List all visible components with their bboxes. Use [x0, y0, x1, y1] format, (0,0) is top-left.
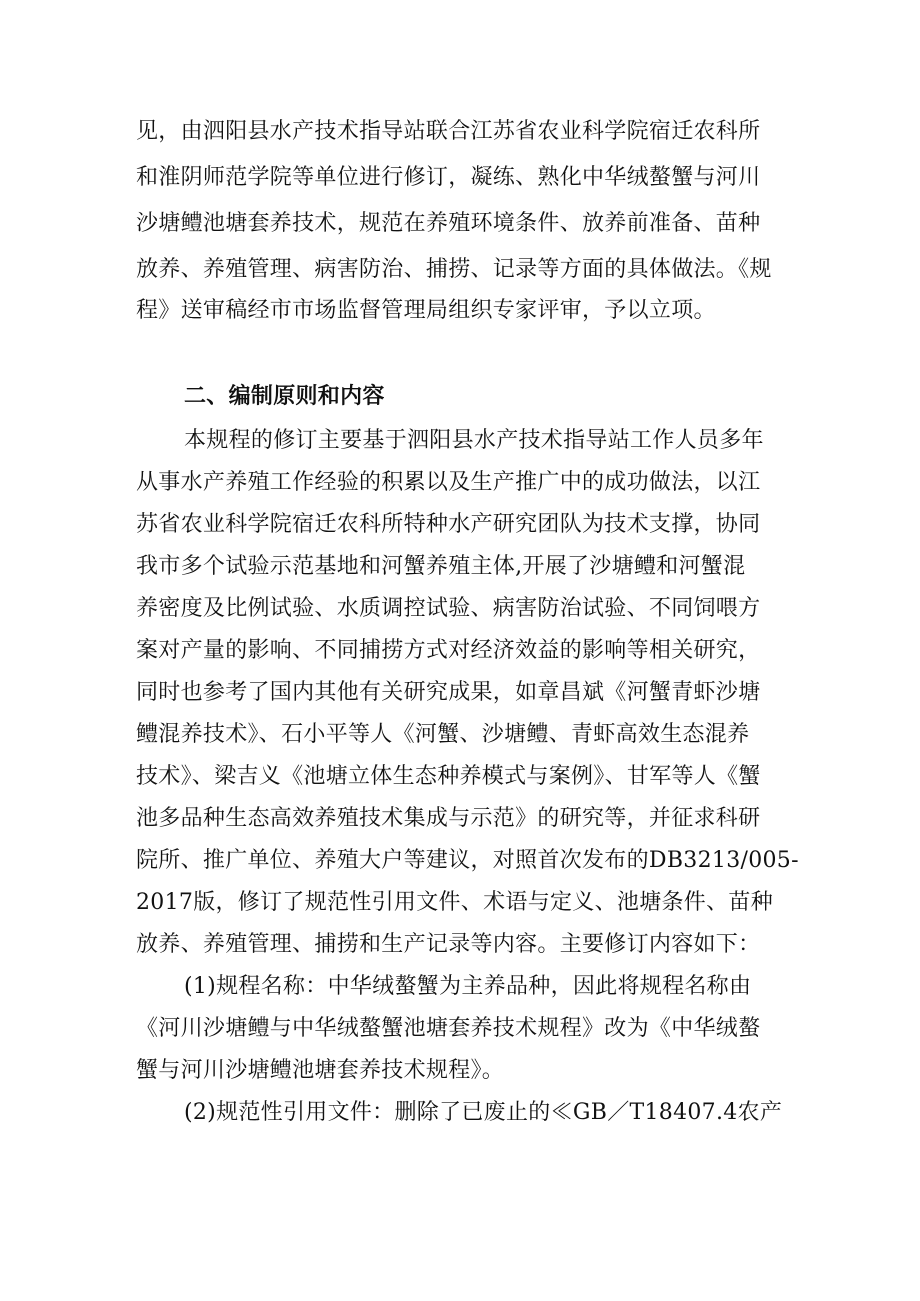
paragraph2-line: 养密度及比例试验、水质调控试验、病害防治试验、不同饲喂方 — [136, 596, 761, 621]
section-heading: 二、编制原则和内容 — [184, 384, 385, 409]
paragraph2-line: 鳢混养技术》、石小平等人《河蟹、沙塘鳢、青虾高效生态混养 — [136, 722, 750, 747]
paragraph1-line: 见，由泗阳县水产技术指导站联合江苏省农业科学院宿迁农科所 — [136, 119, 761, 144]
paragraph2-line: 本规程的修订主要基于泗阳县水产技术指导站工作人员多年 — [184, 428, 764, 453]
paragraph1-line: 和淮阴师范学院等单位进行修订，凝练、熟化中华绒螯蟹与河川 — [136, 165, 761, 190]
paragraph2-line: 技术》、梁吉义《池塘立体生态种养模式与案例》、甘军等人《蟹 — [136, 764, 761, 789]
paragraph1-line: 放养、养殖管理、病害防治、捕捞、记录等方面的具体做法。《规 — [136, 257, 772, 282]
item2-line: (2)规范性引用文件：删除了已废止的≪GB／T18407.4农产 — [184, 1100, 783, 1125]
paragraph2-line: 我市多个试验示范基地和河蟹养殖主体,开展了沙塘鳢和河蟹混 — [136, 554, 746, 579]
paragraph1-line: 程》送审稿经市市场监督管理局组织专家评审，予以立项。 — [136, 298, 716, 323]
item1-line: (1)规程名称：中华绒螯蟹为主养品种，因此将规程名称由 — [184, 974, 752, 999]
paragraph2-line: 2017版，修订了规范性引用文件、术语与定义、池塘条件、苗种 — [136, 890, 773, 915]
item1-line: 蟹与河川沙塘鳢池塘套养技术规程》。 — [136, 1058, 505, 1083]
paragraph2-line: 池多品种生态高效养殖技术集成与示范》的研究等，并征求科研 — [136, 806, 761, 831]
paragraph2-line: 案对产量的影响、不同捕捞方式对经济效益的影响等相关研究， — [136, 638, 761, 663]
paragraph2-line: 苏省农业科学院宿迁农科所特种水产研究团队为技术支撑，协同 — [136, 512, 761, 537]
paragraph2-line: 放养、养殖管理、捕捞和生产记录等内容。主要修订内容如下： — [136, 932, 761, 957]
paragraph2-line: 院所、推广单位、养殖大户等建议，对照首次发布的DB3213/005- — [136, 848, 799, 873]
paragraph2-line: 同时也参考了国内其他有关研究成果，如章昌斌《河蟹青虾沙塘 — [136, 680, 761, 705]
paragraph1-line: 沙塘鳢池塘套养技术，规范在养殖环境条件、放养前准备、苗种 — [136, 211, 761, 236]
paragraph2-line: 从事水产养殖工作经验的积累以及生产推广中的成功做法，以江 — [136, 470, 761, 495]
item1-line: 《河川沙塘鳢与中华绒螯蟹池塘套养技术规程》改为《中华绒螯 — [136, 1016, 761, 1041]
